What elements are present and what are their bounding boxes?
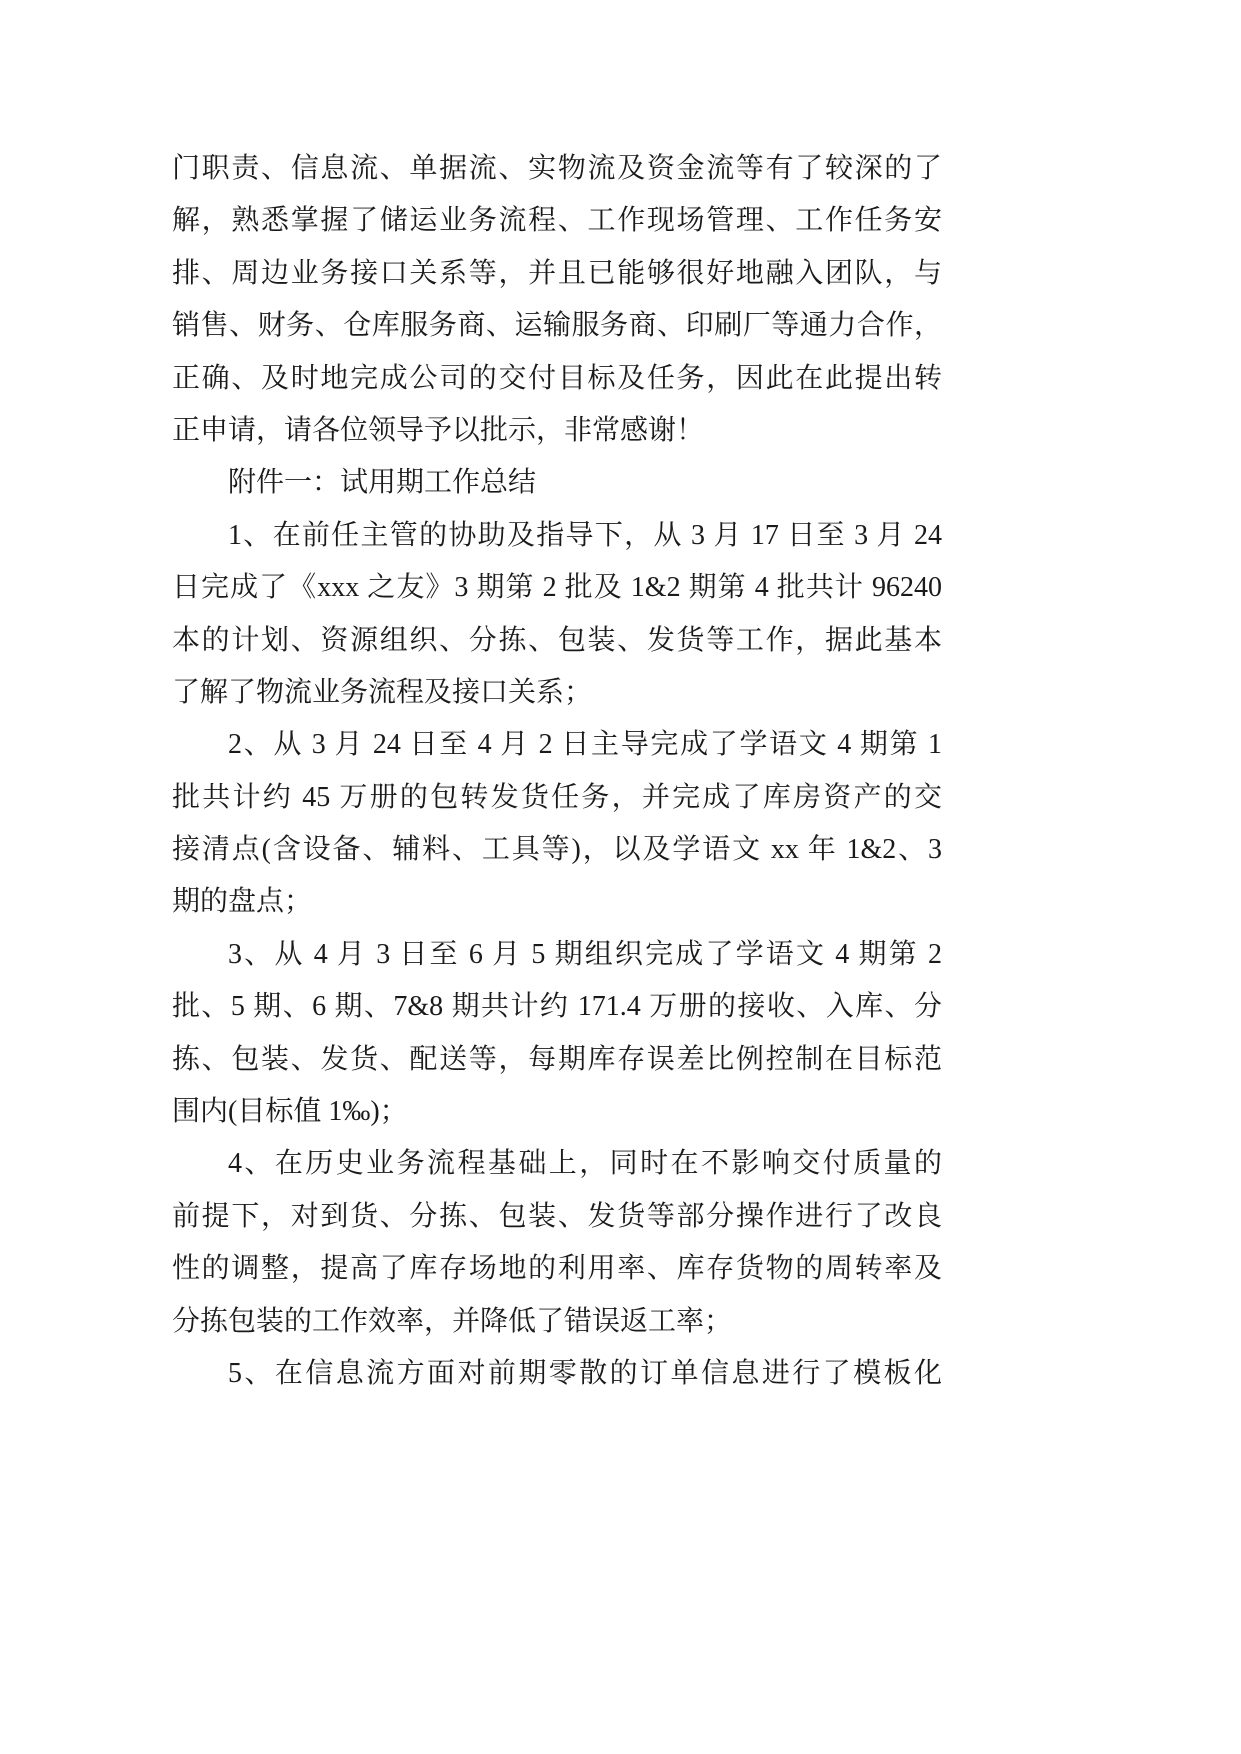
text-line: 拣、包装、发货、配送等，每期库存误差比例控制在目标范	[172, 1043, 942, 1075]
heading-line: 附件一：试用期工作总结	[228, 467, 537, 499]
document-body	[172, 143, 942, 1400]
text-line: 日完成了《xxx 之友》3 期第 2 批及 1&2 期第 4 批共计 96240	[172, 572, 942, 604]
text-line: 3、从 4 月 3 日至 6 月 5 期组织完成了学语文 4 期第 2	[228, 938, 942, 970]
text-line: 正确、及时地完成公司的交付目标及任务，因此在此提出转	[172, 362, 942, 394]
text-line: 本的计划、资源组织、分拣、包装、发货等工作，据此基本	[172, 624, 942, 656]
text-line: 正申请，请各位领导予以批示，非常感谢！	[172, 414, 705, 446]
text-line: 5、在信息流方面对前期零散的订单信息进行了模板化	[228, 1357, 942, 1389]
text-line: 了解了物流业务流程及接口关系；	[172, 676, 593, 708]
list-item	[172, 719, 942, 929]
text-line: 排、周边业务接口关系等，并且已能够很好地融入团队，与	[172, 257, 942, 289]
text-line: 期的盘点；	[172, 886, 313, 918]
text-line: 4、在历史业务流程基础上，同时在不影响交付质量的	[228, 1148, 942, 1180]
paragraph-continuation	[172, 143, 942, 457]
text-line: 门职责、信息流、单据流、实物流及资金流等有了较深的了	[172, 153, 942, 184]
text-line: 1、在前任主管的协助及指导下，从 3 月 17 日至 3 月 24	[228, 519, 942, 551]
list-item	[172, 1348, 942, 1400]
attachment-heading	[172, 457, 942, 509]
text-line: 2、从 3 月 24 日至 4 月 2 日主导完成了学语文 4 期第 1	[228, 729, 942, 761]
text-line: 性的调整，提高了库存场地的利用率、库存货物的周转率及	[172, 1253, 942, 1285]
list-item	[172, 510, 942, 720]
text-line: 接清点(含设备、辅料、工具等)，以及学语文 xx 年 1&2、3	[172, 834, 942, 866]
text-line: 围内(目标值 1‰)；	[172, 1096, 408, 1128]
text-line: 解，熟悉掌握了储运业务流程、工作现场管理、工作任务安	[172, 205, 942, 237]
text-line: 批共计约 45 万册的包转发货任务，并完成了库房资产的交	[172, 781, 942, 813]
text-line: 销售、财务、仓库服务商、运输服务商、印刷厂等通力合作，	[172, 310, 942, 342]
text-line: 批、5 期、6 期、7&8 期共计约 171.4 万册的接收、入库、分	[172, 991, 942, 1023]
text-line: 前提下，对到货、分拣、包装、发货等部分操作进行了改良	[172, 1200, 942, 1232]
list-item	[172, 929, 942, 1139]
text-line: 分拣包装的工作效率，并降低了错误返工率；	[172, 1305, 733, 1337]
list-item	[172, 1138, 942, 1348]
